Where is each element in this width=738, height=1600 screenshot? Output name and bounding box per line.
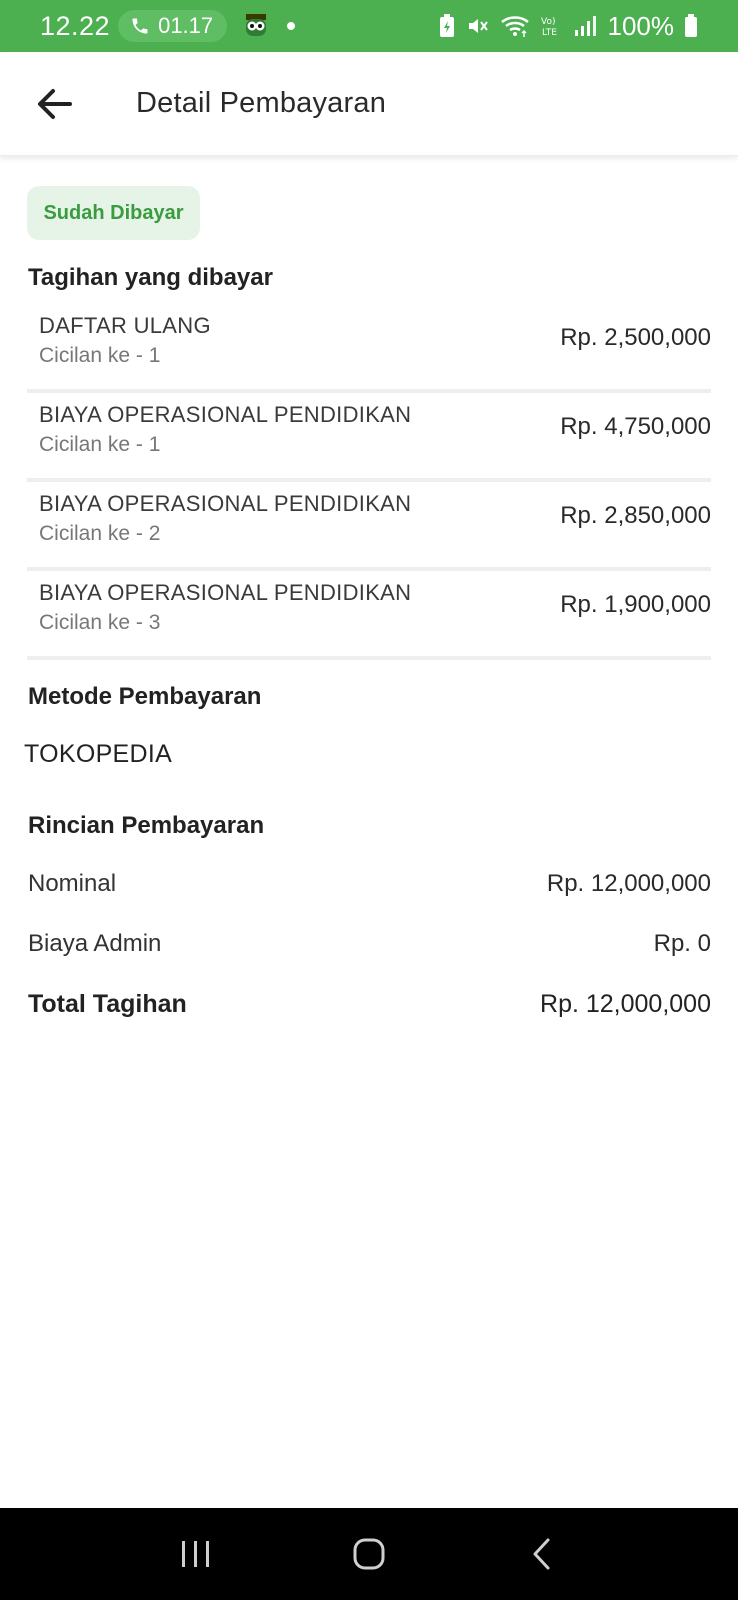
owl-icon [243, 14, 269, 38]
arrow-left-icon [36, 88, 72, 120]
home-icon [352, 1537, 386, 1571]
bill-name: BIAYA OPERASIONAL PENDIDIKAN [39, 580, 412, 605]
battery-percent: 100% [607, 10, 674, 41]
bill-name: BIAYA OPERASIONAL PENDIDIKAN [39, 402, 412, 427]
status-icons [438, 11, 699, 42]
battery-saver-icon [438, 14, 456, 38]
call-duration: 01.17 [158, 13, 214, 38]
bill-list [27, 304, 711, 660]
payment-method-title: Metode Pembayaran [28, 683, 262, 710]
bill-row [27, 393, 711, 482]
bill-installment: Cicilan ke - 1 [39, 344, 161, 367]
svg-text:LTE: LTE [541, 28, 557, 38]
bill-row [27, 482, 711, 571]
bill-amount: Rp. 2,850,000 [560, 502, 711, 529]
mute-icon [466, 14, 490, 38]
phone-icon [130, 16, 150, 36]
back-icon [530, 1537, 554, 1571]
bill-row [27, 571, 711, 660]
bill-amount: Rp. 2,500,000 [560, 324, 711, 351]
battery-icon [684, 14, 698, 38]
bill-installment: Cicilan ke - 2 [39, 522, 161, 545]
total-label: Total Tagihan [28, 990, 187, 1018]
back-button[interactable] [24, 74, 84, 134]
status-time: 12.22 [40, 10, 111, 41]
bill-row [27, 304, 711, 393]
payment-details-title: Rincian Pembayaran [28, 812, 265, 839]
status-bar [0, 0, 738, 52]
payment-method-value: TOKOPEDIA [24, 740, 173, 768]
bill-name: DAFTAR ULANG [39, 313, 211, 338]
system-nav-bar [0, 1508, 738, 1600]
signal-icon [574, 15, 596, 37]
bill-name: BIAYA OPERASIONAL PENDIDIKAN [39, 491, 412, 516]
total-value: Rp. 12,000,000 [540, 990, 711, 1018]
bill-amount: Rp. 4,750,000 [560, 413, 711, 440]
nominal-value: Rp. 12,000,000 [546, 870, 711, 897]
nominal-label: Nominal [28, 870, 117, 897]
admin-fee-label: Biaya Admin [28, 930, 162, 957]
notification-dot [287, 22, 295, 30]
volte-icon [540, 14, 564, 38]
status-badge: Sudah Dibayar [27, 186, 200, 240]
admin-fee-value: Rp. 0 [653, 930, 711, 957]
nominal-row [28, 870, 711, 898]
recent-apps-icon [179, 1539, 213, 1569]
home-button[interactable] [334, 1524, 404, 1584]
total-row [28, 990, 711, 1019]
app-bar [0, 52, 738, 156]
bill-installment: Cicilan ke - 1 [39, 433, 161, 456]
bill-amount: Rp. 1,900,000 [560, 591, 711, 618]
recent-apps-button[interactable] [161, 1524, 231, 1584]
bills-section-title: Tagihan yang dibayar [28, 264, 273, 291]
admin-fee-row [28, 930, 711, 958]
svg-text:Vo): Vo) [540, 17, 555, 27]
ongoing-call-chip[interactable] [118, 10, 227, 42]
bill-installment: Cicilan ke - 3 [39, 611, 161, 634]
nav-back-button[interactable] [507, 1524, 577, 1584]
page-title: Detail Pembayaran [136, 87, 387, 119]
wifi-icon [500, 14, 530, 38]
